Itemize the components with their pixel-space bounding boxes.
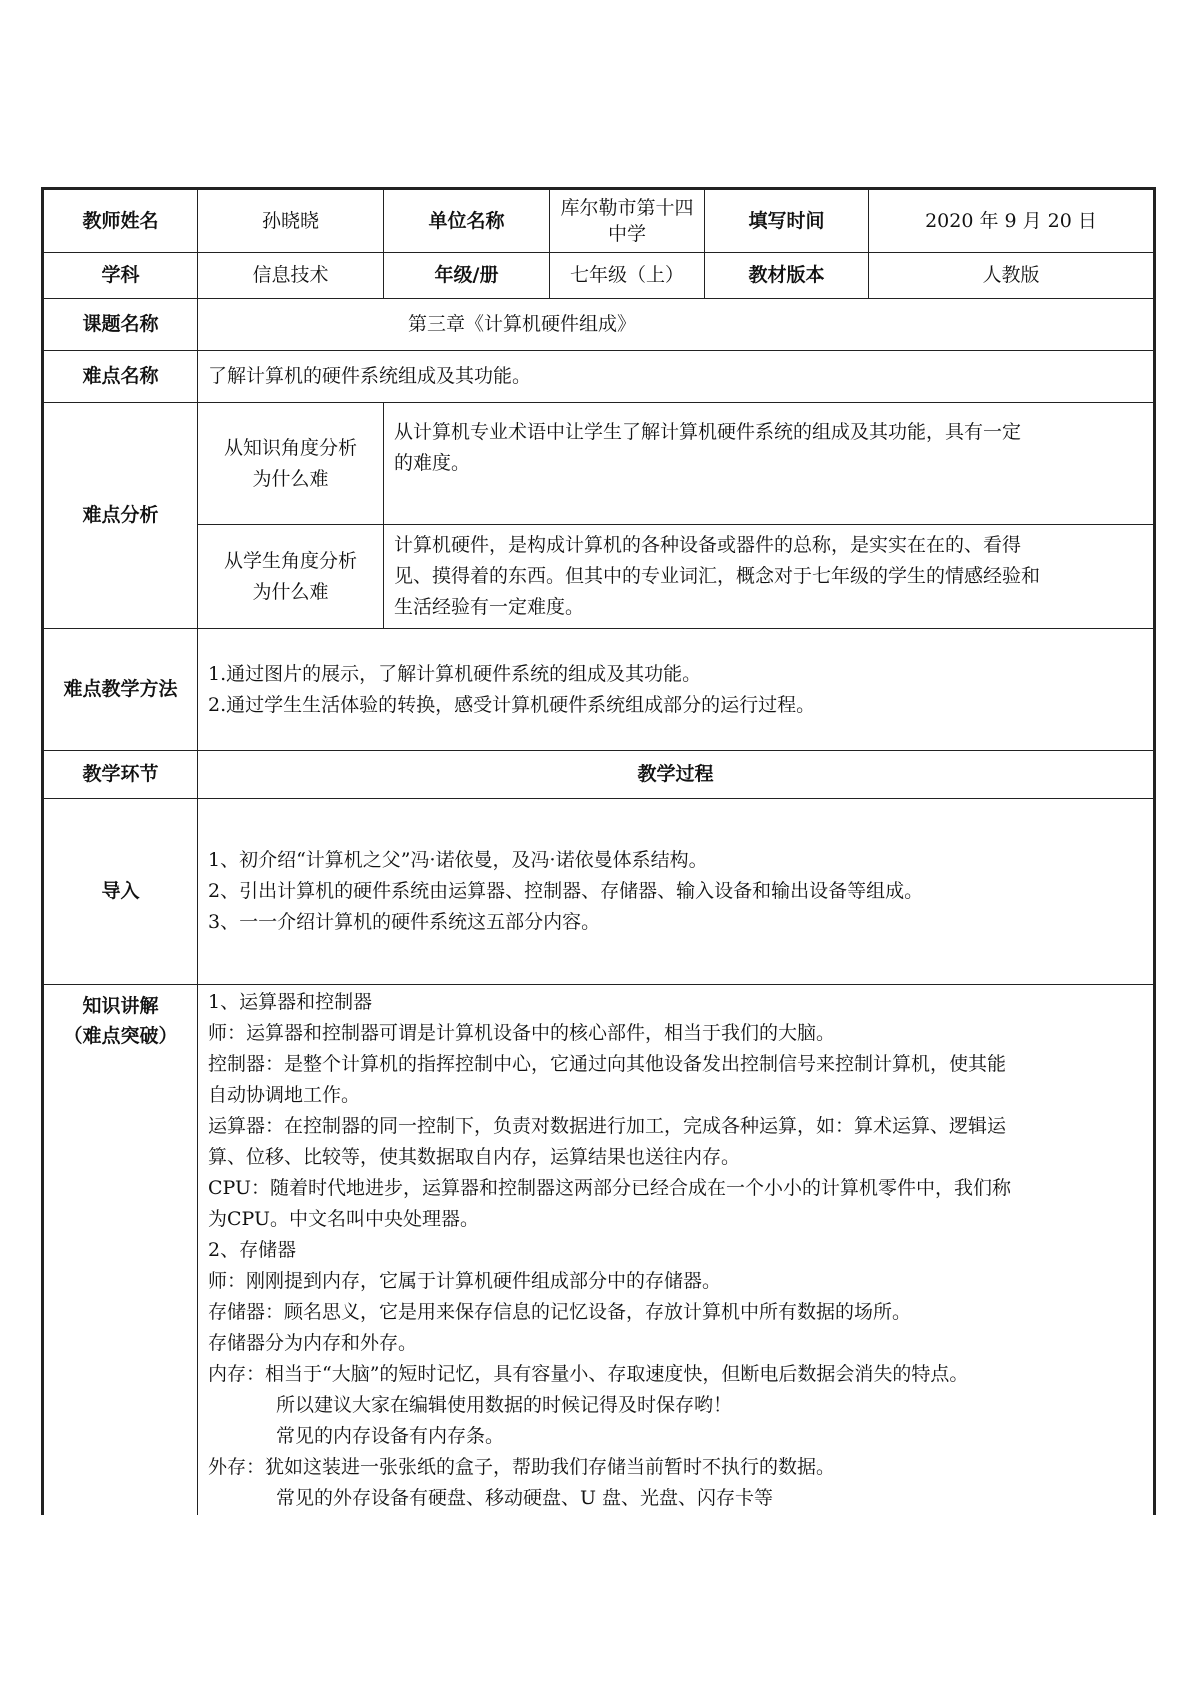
topic-value <box>198 299 1155 351</box>
knowledge-angle-text-line2: 的难度。 <box>394 452 471 474</box>
knowledge-angle-line2: 为什么难 <box>252 467 329 490</box>
knowledge-line: 控制器：是整个计算机的指挥控制中心，它通过向其他设备发出控制信号来控制计算机，使其能 <box>208 1053 1007 1075</box>
teaching-method-line1: 1.通过图片的展示，了解计算机硬件系统的组成及其功能。 <box>208 662 702 685</box>
teaching-method-label: 难点教学方法 <box>43 629 198 751</box>
teaching-stage-label: 教学环节 <box>43 751 198 799</box>
knowledge-line: 存储器：顾名思义，它是用来保存信息的记忆设备，存放计算机中所有数据的场所。 <box>208 1301 912 1323</box>
knowledge-line: 1、运算器和控制器 <box>208 991 373 1013</box>
knowledge-line: 常见的内存设备有内存条。 <box>276 1425 505 1447</box>
difficulty-label: 难点名称 <box>43 351 198 403</box>
knowledge-angle-line1: 从知识角度分析 <box>223 436 357 459</box>
fill-date-value: 2020 年 9 月 20 日 <box>869 189 1155 253</box>
knowledge-line: 外存：犹如这装进一张张纸的盒子，帮助我们存储当前暂时不执行的数据。 <box>208 1456 836 1478</box>
unit-name-value <box>550 189 705 253</box>
topic-label: 课题名称 <box>43 299 198 351</box>
teaching-method-text <box>198 629 1155 751</box>
knowledge-angle-label <box>198 403 384 525</box>
unit-name-line1: 库尔勒市第十四 <box>560 197 694 219</box>
knowledge-line: 2、存储器 <box>208 1239 297 1261</box>
teacher-name-value: 孙晓晓 <box>198 189 384 253</box>
knowledge-line: 师：刚刚提到内存，它属于计算机硬件组成部分中的存储器。 <box>208 1270 722 1292</box>
teaching-process-heading: 教学过程 <box>198 751 1155 799</box>
student-angle-line2: 为什么难 <box>252 580 329 603</box>
knowledge-line: 自动协调地工作。 <box>208 1084 361 1106</box>
edition-label: 教材版本 <box>705 253 869 299</box>
knowledge-angle-text <box>384 403 1155 525</box>
student-angle-line1: 从学生角度分析 <box>223 549 357 572</box>
intro-line3: 3、一一介绍计算机的硬件系统这五部分内容。 <box>208 911 601 933</box>
knowledge-text <box>198 985 1155 1515</box>
knowledge-label-line2: （难点突破） <box>63 1025 178 1047</box>
subject-label: 学科 <box>43 253 198 299</box>
unit-name-line2: 中学 <box>607 223 646 245</box>
edition-value: 人教版 <box>869 253 1155 299</box>
knowledge-line: 为CPU。中文名叫中央处理器。 <box>208 1208 480 1230</box>
knowledge-line: 师：运算器和控制器可谓是计算机设备中的核心部件，相当于我们的大脑。 <box>208 1022 836 1044</box>
grade-value: 七年级（上） <box>550 253 705 299</box>
student-angle-label <box>198 525 384 629</box>
knowledge-line: 内存：相当于“大脑”的短时记忆，具有容量小、存取速度快，但断电后数据会消失的特点。 <box>208 1363 969 1385</box>
intro-text <box>198 799 1155 985</box>
teaching-method-line2: 2.通过学生生活体验的转换，感受计算机硬件系统组成部分的运行过程。 <box>208 693 816 716</box>
knowledge-line: 存储器分为内存和外存。 <box>208 1332 418 1354</box>
intro-label: 导入 <box>43 799 198 985</box>
knowledge-line: 算、位移、比较等，使其数据取自内存，运算结果也送往内存。 <box>208 1146 741 1168</box>
subject-value: 信息技术 <box>198 253 384 299</box>
topic-text: 第三章《计算机硬件组成》 <box>408 313 637 335</box>
difficulty-value: 了解计算机的硬件系统组成及其功能。 <box>198 351 1155 403</box>
teacher-name-label: 教师姓名 <box>43 189 198 253</box>
intro-line2: 2、引出计算机的硬件系统由运算器、控制器、存储器、输入设备和输出设备等组成。 <box>208 880 924 902</box>
student-angle-text-line1: 计算机硬件，是构成计算机的各种设备或器件的总称，是实实在在的、看得 <box>394 534 1022 556</box>
fill-date-label: 填写时间 <box>705 189 869 253</box>
knowledge-line: 所以建议大家在编辑使用数据的时候记得及时保存哟！ <box>276 1394 733 1416</box>
knowledge-label <box>43 985 198 1515</box>
knowledge-angle-text-line1: 从计算机专业术语中让学生了解计算机硬件系统的组成及其功能，具有一定 <box>394 421 1022 443</box>
lesson-plan-table <box>41 187 1156 1515</box>
unit-name-label: 单位名称 <box>384 189 550 253</box>
knowledge-line: CPU：随着时代地进步，运算器和控制器这两部分已经合成在一个小小的计算机零件中，我们称 <box>208 1177 1012 1199</box>
student-angle-text <box>384 525 1155 629</box>
knowledge-line: 运算器：在控制器的同一控制下，负责对数据进行加工，完成各种运算，如：算术运算、逻辑运 <box>208 1115 1007 1137</box>
student-angle-text-line2: 见、摸得着的东西。但其中的专业词汇，概念对于七年级的学生的情感经验和 <box>394 565 1041 587</box>
analysis-label: 难点分析 <box>43 403 198 629</box>
student-angle-text-line3: 生活经验有一定难度。 <box>394 596 585 618</box>
knowledge-line: 常见的外存设备有硬盘、移动硬盘、U 盘、光盘、闪存卡等 <box>276 1487 774 1509</box>
knowledge-label-line1: 知识讲解 <box>82 995 159 1017</box>
intro-line1: 1、初介绍“计算机之父”冯·诺依曼，及冯·诺依曼体系结构。 <box>208 849 708 871</box>
grade-label: 年级/册 <box>384 253 550 299</box>
